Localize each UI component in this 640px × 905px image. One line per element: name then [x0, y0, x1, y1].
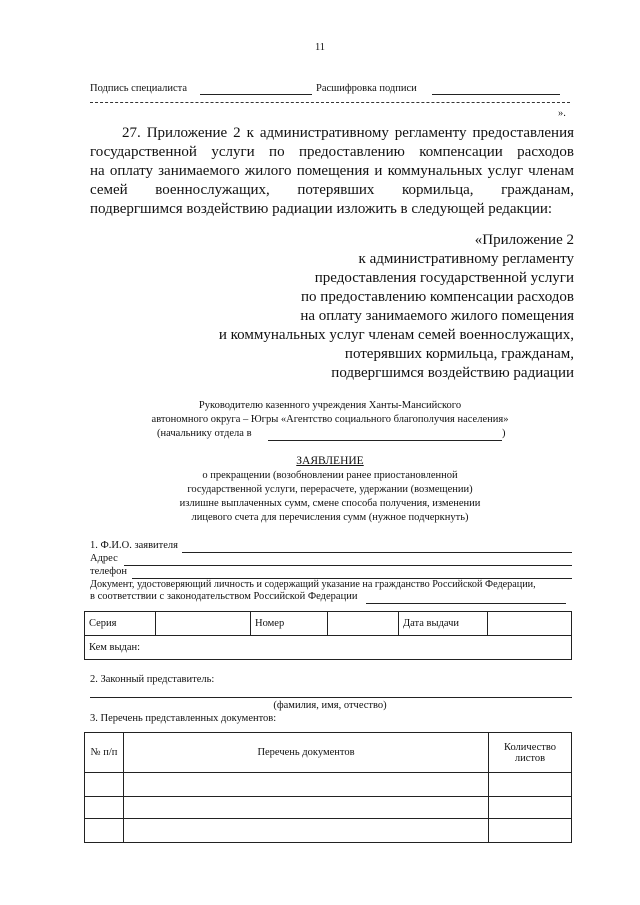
closing-quote-mark: ».: [558, 108, 566, 119]
addressee-closing-paren: ): [502, 428, 506, 439]
appendix-line: предоставления государственной услуги: [314, 270, 574, 286]
document-legislation-label: в соответствии с законодательством Российской Федерации: [90, 591, 358, 602]
phone-label: телефон: [90, 566, 127, 577]
paragraph-line: на оплату занимаемого жилого помещения и коммунальных услуг членам: [90, 163, 574, 179]
statement-line: государственной услуги, перерасчете, удержании (возмещении): [187, 484, 473, 495]
statement-title: ЗАЯВЛЕНИЕ: [296, 455, 364, 467]
signature-decoding-line: [432, 94, 560, 95]
fio-label: 1. Ф.И.О. заявителя: [90, 540, 178, 551]
document-description: Документ, удостоверяющий личность и содержащий указание на гражданство Российской Федерации,: [90, 579, 536, 590]
statement-line: о прекращении (возобновлении ранее приостановленной: [202, 470, 458, 481]
number-label: Номер: [251, 612, 328, 636]
document-field[interactable]: [366, 603, 566, 604]
table-cell[interactable]: [85, 797, 124, 819]
col-count-header: [489, 733, 572, 773]
paragraph-line: государственной услуги по предоставлению компенсации расходов: [90, 144, 574, 160]
table-cell[interactable]: [85, 819, 124, 843]
issued-by-label: Кем выдан:: [89, 642, 141, 653]
paragraph-line: 27. Приложение 2 к административному регламенту предоставления: [122, 125, 574, 141]
appendix-line: потерявших кормильца, гражданам,: [344, 346, 574, 362]
appendix-line: к административному регламенту: [358, 251, 574, 267]
statement-line: излишне выплаченных сумм, смене способа получения, изменении: [179, 498, 481, 509]
table-cell[interactable]: [124, 819, 489, 843]
fio-field[interactable]: [182, 552, 572, 553]
issue-date-label: Дата выдачи: [399, 612, 488, 636]
documents-label: 3. Перечень представленных документов:: [90, 713, 277, 724]
table-cell[interactable]: [489, 797, 572, 819]
col-count-header-line: Количество: [503, 741, 557, 753]
table-cell[interactable]: [489, 819, 572, 843]
id-document-table: [84, 611, 572, 660]
addressee-line: Руководителю казенного учреждения Ханты-Мансийского: [198, 400, 462, 411]
appendix-line: по предоставлению компенсации расходов: [301, 289, 574, 305]
table-row: [85, 797, 572, 819]
col-count-header-line: листов: [514, 752, 546, 764]
address-label: Адрес: [90, 553, 118, 564]
addressee-line: автономного округа – Югры «Агентство социального благополучия населения»: [151, 414, 509, 425]
address-field[interactable]: [124, 565, 572, 566]
appendix-line: и коммунальных услуг членам семей военнослужащих,: [218, 327, 574, 343]
paragraph-line: семей военнослужащих, потерявших кормильца, гражданам,: [90, 182, 574, 198]
number-field[interactable]: [328, 612, 399, 636]
table-cell[interactable]: [85, 773, 124, 797]
appendix-line: подвергшимся воздействию радиации: [331, 365, 574, 381]
statement-line: лицевого счета для перечисления сумм (нужное подчеркнуть): [191, 512, 469, 523]
appendix-line: «Приложение 2: [474, 232, 574, 248]
table-cell[interactable]: [124, 773, 489, 797]
representative-label: 2. Законный представитель:: [90, 674, 215, 685]
col-documents-header: Перечень документов: [124, 733, 489, 773]
table-row: [85, 773, 572, 797]
specialist-signature-line: [200, 94, 312, 95]
col-number-header: № п/п: [85, 733, 124, 773]
specialist-signature-label: Подпись специалиста: [90, 83, 188, 94]
representative-field[interactable]: [90, 697, 572, 698]
table-cell[interactable]: [124, 797, 489, 819]
issued-by-field[interactable]: [85, 636, 572, 660]
page-number: 11: [314, 42, 326, 53]
table-row: [85, 819, 572, 843]
signature-decoding-label: Расшифровка подписи: [316, 83, 417, 94]
dashed-separator: [90, 102, 570, 103]
appendix-line: на оплату занимаемого жилого помещения: [300, 308, 574, 324]
representative-caption: (фамилия, имя, отчество): [273, 700, 387, 711]
department-field[interactable]: [268, 440, 502, 441]
paragraph-line: подвергшимся воздействию радиации изложить в следующей редакции:: [90, 201, 553, 217]
addressee-department-label: (начальнику отдела в: [157, 428, 252, 439]
table-cell[interactable]: [489, 773, 572, 797]
series-label: Серия: [85, 612, 156, 636]
issue-date-field[interactable]: [488, 612, 572, 636]
series-field[interactable]: [156, 612, 251, 636]
documents-table: [84, 732, 572, 843]
